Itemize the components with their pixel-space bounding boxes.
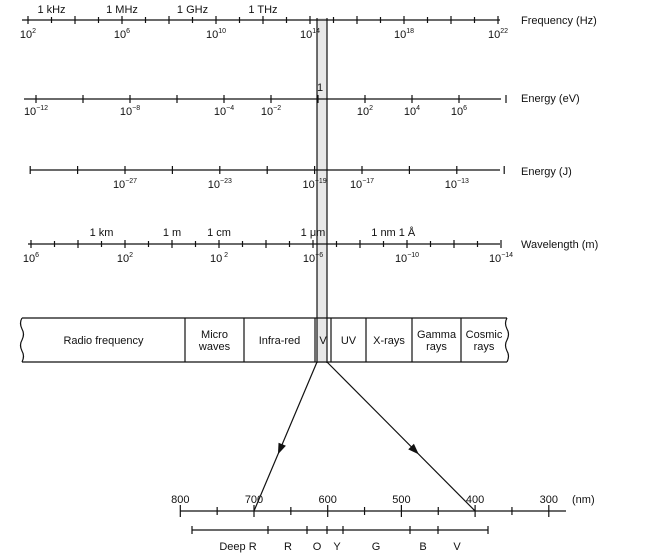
energy-ev-power-label: $10^{-8}$ (119, 105, 141, 118)
frequency-power-label: $10^{22}$ (487, 28, 509, 41)
wavelength-named-label: 1 km (89, 227, 114, 239)
wavelength-named-label: 1 cm (207, 227, 231, 239)
visible-spectrum-axis (171, 362, 594, 553)
frequency-power-label: $10^{18}$ (393, 28, 415, 41)
nm-tick-label: 300 (539, 494, 558, 506)
band-label: Gamma (416, 329, 457, 341)
wavelength-named-label: 1 μm (300, 227, 326, 239)
wavelength-power-label: $10^{-6}$ (302, 252, 324, 265)
frequency-power-label: $10^2$ (19, 28, 37, 41)
wavelength-power-label: $10^2$ (116, 252, 134, 265)
color-band-label: R (284, 541, 292, 553)
band-label: waves (198, 341, 231, 353)
frequency-power-label: $10^{10}$ (205, 28, 227, 41)
nm-unit-label: (nm) (572, 494, 595, 506)
band-label: UV (340, 335, 357, 347)
energy-j-power-label: $10^{-27}$ (112, 178, 138, 191)
frequency-axis (20, 4, 597, 41)
energy-ev-one-label: 1 (316, 82, 324, 94)
band-label: Micro (201, 329, 228, 341)
color-band-label: V (453, 541, 461, 553)
wavelength-named-label: 1 nm (371, 227, 396, 239)
visible-band-strip (317, 18, 327, 363)
frequency-axis-title: Frequency (Hz) (521, 15, 597, 27)
energy-j-power-label: $10^{-13}$ (444, 178, 469, 191)
color-band-label: Y (333, 541, 341, 553)
energy-ev-power-label: $10^{-4}$ (213, 105, 235, 118)
energy-j-axis (30, 166, 572, 191)
color-band-label: G (371, 541, 381, 553)
wavelength-axis (23, 226, 598, 265)
wavelength-axis-title: Wavelength (m) (521, 239, 599, 251)
color-band-label: Deep R (219, 541, 257, 553)
band-label: rays (426, 341, 447, 353)
color-band-label: O (312, 541, 322, 553)
frequency-named-label: 1 MHz (106, 4, 138, 16)
expansion-arrow-red (254, 362, 317, 511)
spectrum-band-bar (21, 318, 509, 362)
energy-j-axis-title: Energy (J) (521, 166, 572, 178)
frequency-named-label: 1 THz (248, 4, 278, 16)
band-bar-left-break (21, 318, 24, 362)
wavelength-power-label: 10 $^2$ (209, 252, 229, 265)
band-label: V (319, 335, 327, 347)
color-band-label: B (419, 541, 427, 553)
energy-ev-power-label: $10^6$ (450, 105, 468, 118)
energy-j-power-label: $10^{-17}$ (349, 178, 375, 191)
wavelength-named-label: 1 m (162, 227, 182, 239)
energy-ev-power-label: $10^{-12}$ (23, 105, 49, 118)
band-label: X-rays (373, 335, 405, 347)
nm-tick-label: 400 (465, 494, 485, 506)
frequency-named-label: 1 kHz (37, 4, 66, 16)
band-label: rays (473, 341, 495, 353)
band-label: Cosmic (465, 329, 503, 341)
nm-tick-label: 500 (392, 494, 411, 506)
wavelength-power-label: $10^6$ (22, 252, 40, 265)
energy-j-power-label: $10^{-19}$ (302, 178, 327, 191)
energy-ev-axis (24, 82, 580, 118)
frequency-power-label: $10^{14}$ (299, 28, 321, 41)
expansion-arrow-red-head (278, 443, 286, 455)
nm-tick-label: 700 (244, 494, 264, 506)
frequency-named-label: 1 GHz (176, 4, 209, 16)
energy-ev-power-label: $10^{-2}$ (260, 105, 282, 118)
energy-ev-power-label: $10^2$ (356, 105, 374, 118)
energy-ev-power-label: $10^4$ (403, 105, 421, 118)
nm-tick-label: 600 (318, 494, 337, 506)
energy-ev-axis-title: Energy (eV) (521, 93, 580, 105)
wavelength-named-label: 1 Å (398, 227, 416, 239)
expansion-arrow-violet (327, 362, 475, 511)
wavelength-power-label: $10^{-10}$ (394, 252, 420, 265)
energy-j-power-label: $10^{-23}$ (207, 178, 232, 191)
wavelength-power-label: $10^{-14}$ (488, 252, 514, 265)
frequency-power-label: $10^6$ (113, 28, 131, 41)
band-bar-right-break (506, 318, 509, 362)
nm-tick-label: 800 (171, 494, 190, 506)
band-label: Radio frequency (63, 335, 144, 347)
band-label: Infra-red (258, 335, 301, 347)
